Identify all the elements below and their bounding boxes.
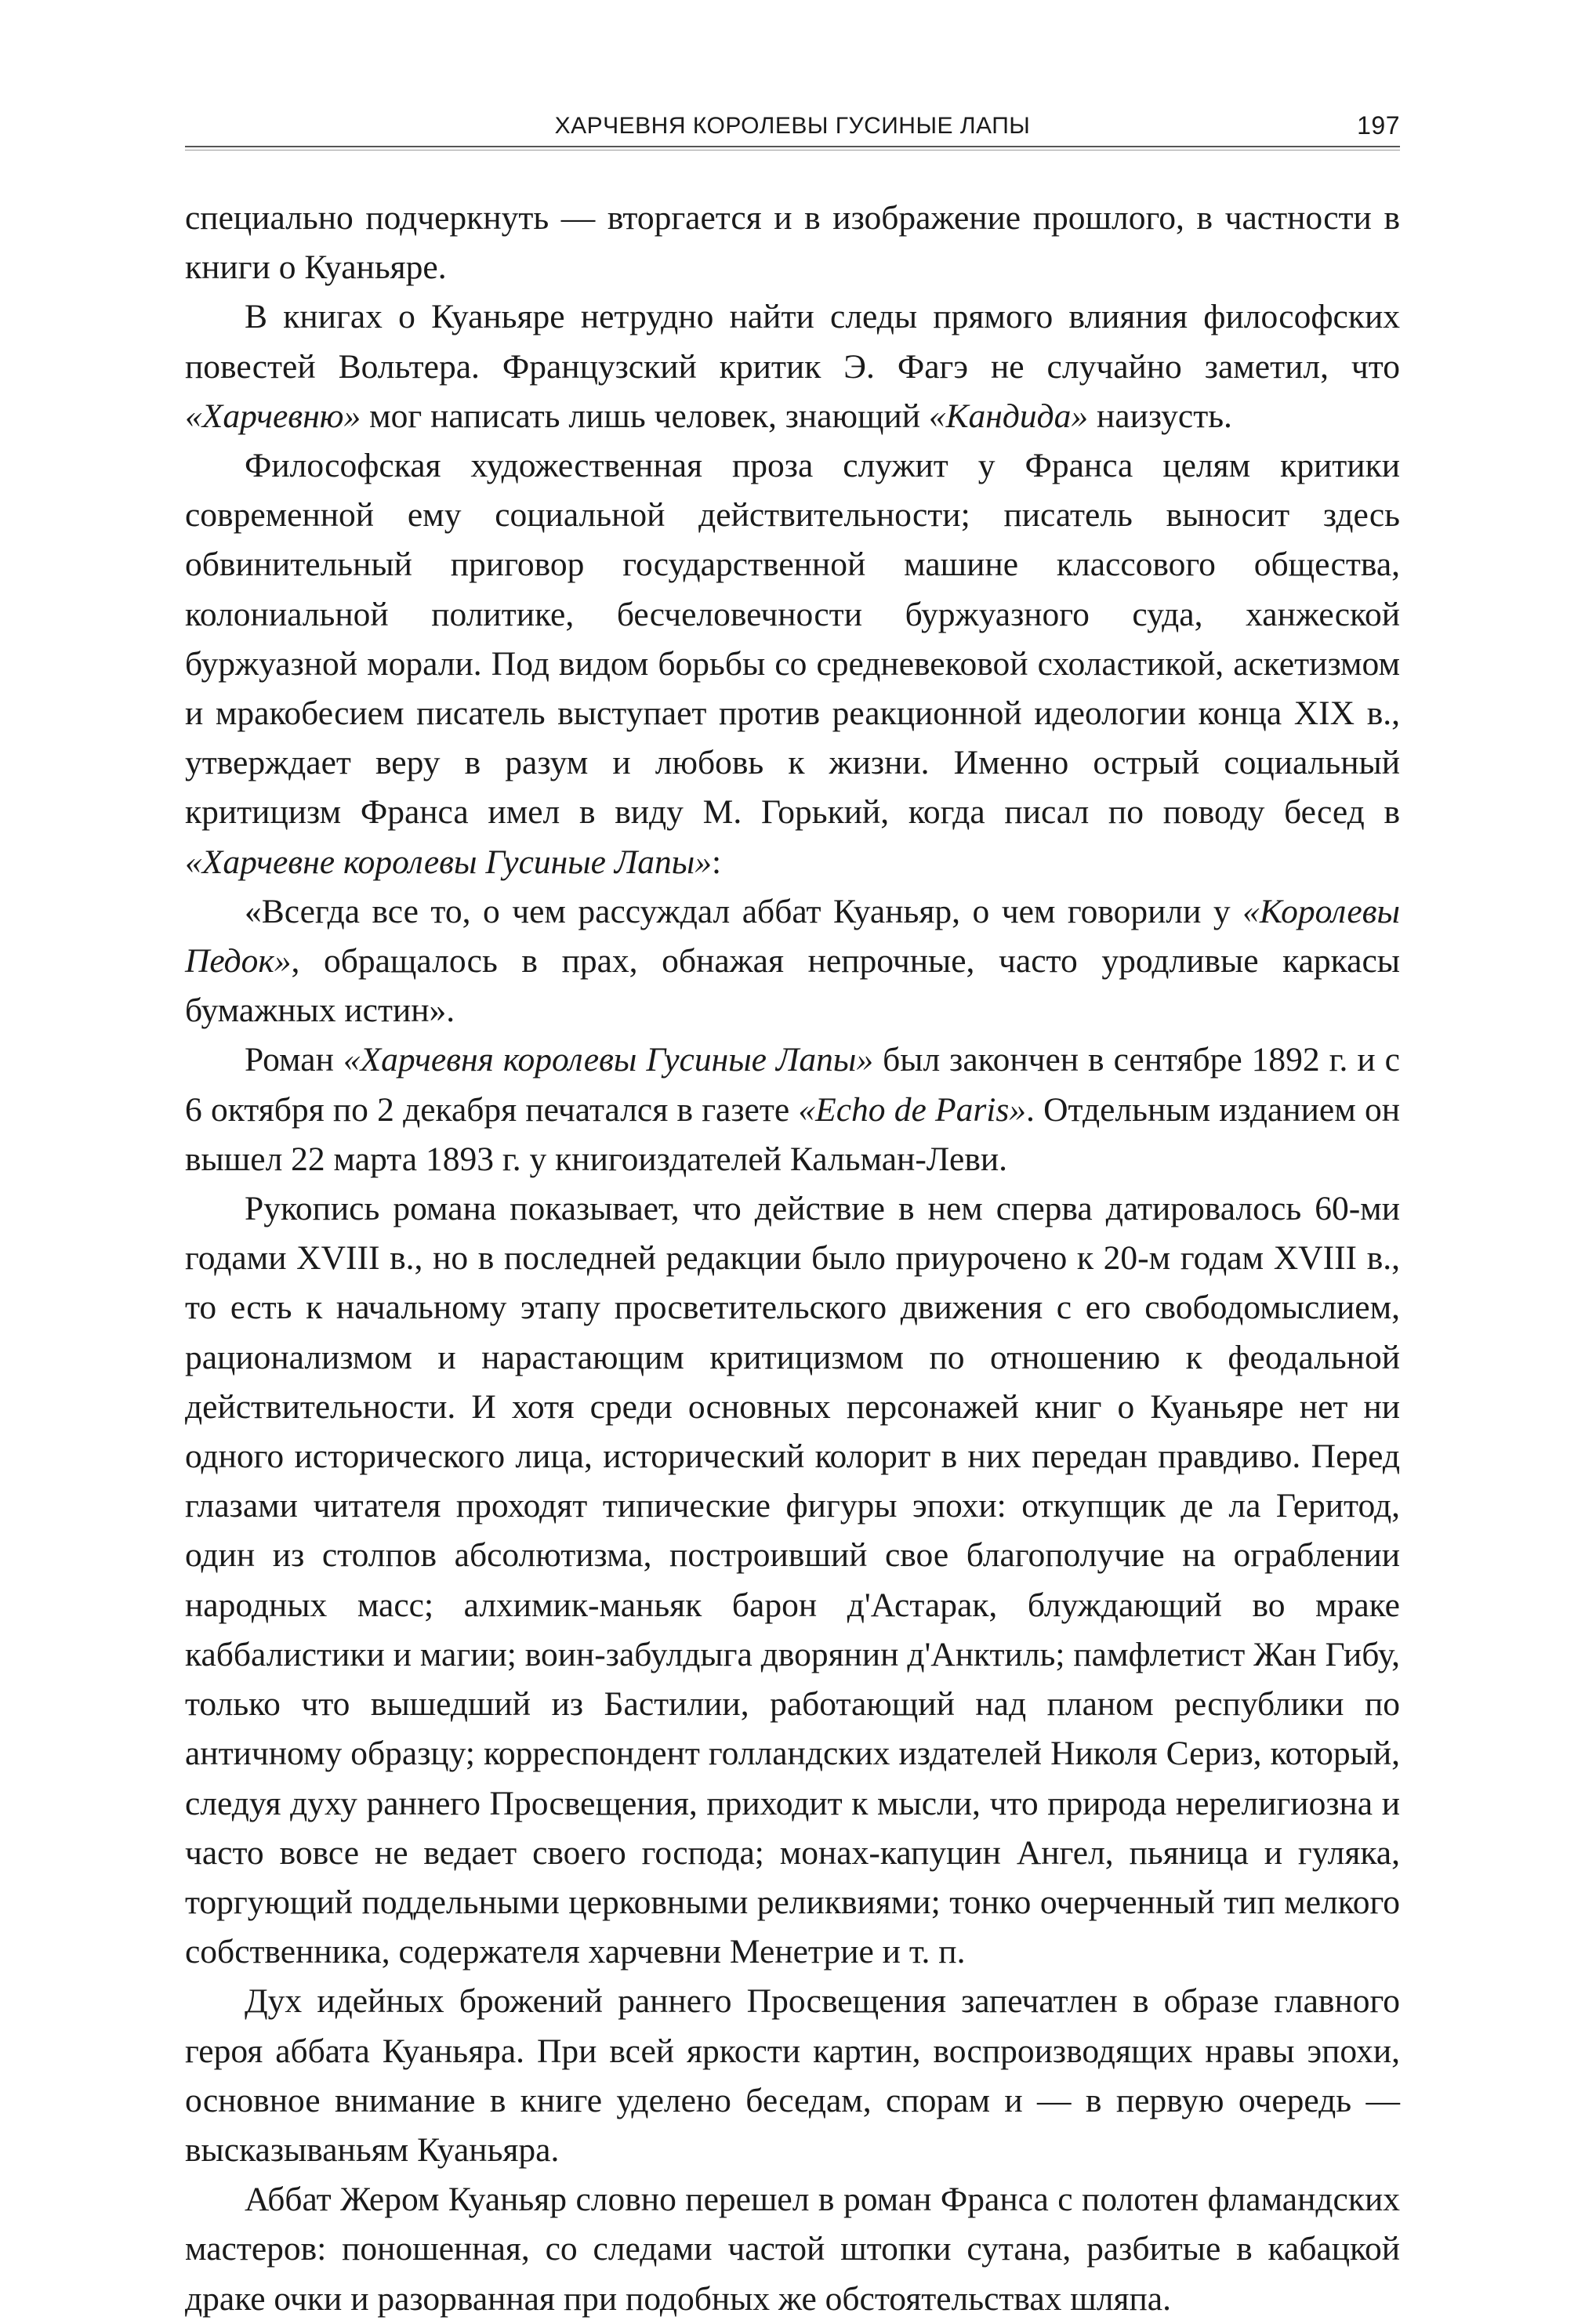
running-header: [185, 107, 1400, 146]
body-text: [185, 194, 1400, 2324]
paragraph-5: [185, 1035, 1400, 1184]
paragraph-4-text-c: , обращалось в прах, обнажая непрочные, часто уродливые каркасы бумажных истин».: [185, 942, 1400, 1030]
header-rule: [185, 146, 1400, 147]
paragraph-4-quote: [185, 887, 1400, 1036]
paragraph-7: Дух идейных брожений раннего Просвещения запечатлен в образе главного героя аббата Куаньяра. При всей яркости картин, воспроизводящих нравы эпохи, основное внимание в книге уделено беседам, спорам и — в первую очередь — высказываньям Куаньяра.: [185, 1982, 1400, 2169]
paragraph-3-title-kharchevne: «Харчевне королевы Гусиные Лапы»: [185, 843, 713, 881]
paragraph-5-title-kharchevnya: «Харчевня королевы Гусиные Лапы»: [343, 1041, 874, 1079]
paragraph-3-text-c: :: [712, 843, 722, 881]
paragraph-2-text-c: мог написать лишь человек, знающий: [361, 397, 929, 435]
paragraph-3-text-a: Философская художественная проза служит у Франса целям критики современной ему социальной действительности; писатель выносит здесь обвинительный приговор государственной машине классового общества, колониальной политике, бесчеловечности буржуазного суда, ханжеской буржуазной морали. Под видом борьбы со средневековой схоластикой, аскетизмом и мракобесием писатель выступает против реакционной идеологии конца XIX в., утверждает веру в разум и любовь к жизни. Именно острый социальный критицизм Франса имел в виду М. Горький, когда писал по поводу бесед в: [185, 447, 1400, 832]
paragraph-2-text-e: наизусть.: [1088, 397, 1232, 435]
paragraph-4-text-a: «Всегда все то, о чем рассуждал аббат Куаньяр, о чем говорили у: [245, 892, 1243, 930]
paragraph-1: специально подчеркнуть — вторгается и в изображение прошлого, в частности в книги о Куаньяре.: [185, 199, 1400, 287]
paragraph-5-text-c: был закончен в сентябре 1892 г. и с 6 октября по 2 декабря печатался в газете: [185, 1041, 1400, 1129]
paragraph-8: Аббат Жером Куаньяр словно перешел в роман Франса с полотен фламандских мастеров: поношенная, со следами частой штопки сутана, разбитые в кабацкой драке очки и разорванная при подобных же обстоятельствах шляпа.: [185, 2181, 1400, 2318]
page-number: 197: [1357, 111, 1400, 140]
paragraph-6: Рукопись романа показывает, что действие в нем сперва датировалось 60-ми годами XVIII в., но в последней редакции было приурочено к 20-м годам XVIII в., то есть к начальному этапу просветительского движения с его свободомыслием, рационализмом и нарастающим критицизмом по отношению к феодальной действительности. И хотя среди основных персонажей книг о Куаньяре нет ни одного исторического лица, исторический колорит в них передан правдиво. Перед глазами читателя проходят типические фигуры эпохи: откупщик де ла Геритод, один из столпов абсолютизма, построивший свое благополучие на ограблении народных масс; алхимик-маньяк барон д'Астарак, блуждающий во мраке каббалистики и магии; воин-забулдыга дворянин д'Анктиль; памфлетист Жан Гибу, только что вышедший из Бастилии, работающий над планом республики по античному образцу; корреспондент голландских издателей Николя Сериз, который, следуя духу раннего Просвещения, приходит к мысли, что природа нерелигиозна и часто вовсе не ведает своего господа; монах-капуцин Ангел, пьяница и гуляка, торгующий поддельными церковными реликвиями; тонко очерченный тип мелкого собственника, содержателя харчевни Менетрие и т. п.: [185, 1190, 1400, 1971]
paragraph-4-title-korolevy-pedok: «Королевы Педок»: [185, 892, 1400, 981]
running-title: ХАРЧЕВНЯ КОРОЛЕВЫ ГУСИНЫЕ ЛАПЫ: [554, 113, 1031, 139]
paragraph-2-text-a: В книгах о Куаньяре нетрудно найти следы прямого влияния философских повестей Вольтера. Французский критик Э. Фагэ не случайно заметил, что: [185, 298, 1400, 386]
paragraph-2-title-kharchevnyu: «Харчевню»: [185, 397, 361, 435]
paragraph-2: [185, 292, 1400, 441]
paragraph-3: [185, 441, 1400, 887]
paragraph-5-text-e: . Отдельным изданием он вышел 22 марта 1893 г. у книгоиздателей Кальман-Леви.: [185, 1090, 1400, 1178]
paragraph-5-text-a: Роман: [245, 1041, 343, 1079]
paragraph-2-title-kandida: «Кандида»: [928, 397, 1089, 435]
paragraph-5-title-echo-de-paris: «Echo de Paris»: [798, 1090, 1027, 1129]
